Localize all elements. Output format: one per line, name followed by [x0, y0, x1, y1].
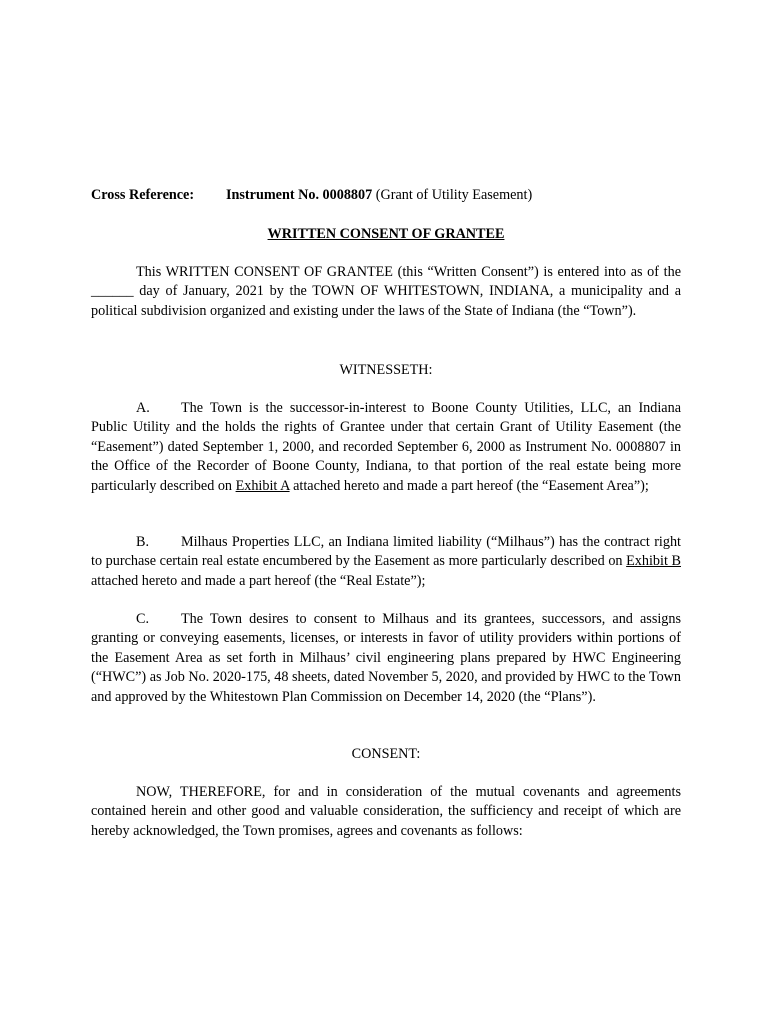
document-title: WRITTEN CONSENT OF GRANTEE: [267, 226, 505, 242]
intro-paragraph: This WRITTEN CONSENT OF GRANTEE (this “Written Consent”) is entered into as of the ______ day of January, 2021 by the TOWN OF WHITESTOWN, INDIANA, a municipality and a political subdivision organized and existing under the laws of the State of Indiana (the “Town”).: [91, 264, 681, 319]
recital-b-text-end: attached hereto and made a part hereof (the “Real Estate”);: [91, 572, 426, 589]
recital-a-text: The Town is the successor-in-interest to Boone County Utilities, LLC, an Indiana Public Utility and the holds the rights of Grantee under that certain Grant of Utility Easement (the “Easement”) dated September 1, 2000, and recorded September 6, 2000 as Instrument No. 0008807 in the Office of the Recorder of Boone County, Indiana, to that portion of the real estate being more particularly described on: [91, 400, 681, 494]
recital-c-text: The Town desires to consent to Milhaus and its grantees, successors, and assigns granting or conveying easements, licenses, or interests in favor of utility providers within portions of the Easement Area as set forth in Milhaus’ civil engineering plans prepared by HWC Engineering (“HWC”) as Job No. 2020-175, 48 sheets, dated November 5, 2020, and provided by HWC to the Town and approved by the Whitestown Plan Commission on December 14, 2020 (the “Plans”).: [91, 611, 681, 705]
recital-b-text: Milhaus Properties LLC, an Indiana limited liability (“Milhaus”) has the contract right to purchase certain real estate encumbered by the Easement as more particularly described on: [91, 534, 681, 570]
recital-b: [91, 533, 681, 591]
recital-c-letter: C.: [136, 611, 150, 627]
instrument-number: Instrument No. 0008807: [226, 187, 373, 203]
recital-c: [91, 610, 681, 707]
consent-paragraph: NOW, THEREFORE, for and in consideration of the mutual covenants and agreements contained herein and other good and valuable consideration, the sufficiency and receipt of which are hereby acknowledged, the Town promises, agrees and covenants as follows:: [91, 784, 681, 839]
witnesseth-heading: WITNESSETH:: [339, 362, 433, 378]
instrument-description: (Grant of Utility Easement): [372, 187, 533, 203]
cross-reference-label: Cross Reference:: [91, 187, 195, 203]
recital-a: [91, 399, 681, 496]
recital-b-letter: B.: [136, 534, 150, 550]
cross-reference-line: [91, 186, 681, 205]
exhibit-b-reference: Exhibit B: [626, 553, 681, 570]
consent-heading: CONSENT:: [351, 746, 421, 762]
document-page: [91, 0, 681, 1024]
recital-a-text-end: attached hereto and made a part hereof (the “Easement Area”);: [289, 477, 649, 494]
exhibit-a-reference: Exhibit A: [235, 477, 290, 494]
recital-a-letter: A.: [136, 400, 150, 416]
